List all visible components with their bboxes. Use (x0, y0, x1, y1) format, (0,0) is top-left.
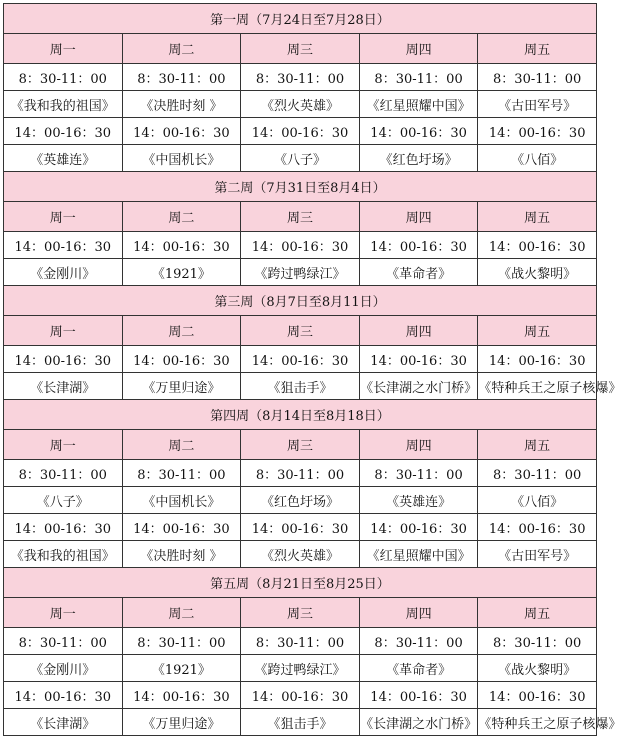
film-cell: 《跨过鸭绿江》 (241, 655, 360, 682)
film-cell: 《1921》 (122, 655, 241, 682)
day-label: 周三 (241, 316, 360, 346)
time-cell: 14：00-16：30 (478, 118, 597, 145)
day-label: 周一 (4, 598, 123, 628)
film-cell: 《中国机长》 (122, 145, 241, 172)
day-label: 周一 (4, 34, 123, 64)
time-cell: 8：30-11：00 (241, 64, 360, 91)
day-label: 周一 (4, 430, 123, 460)
time-cell: 14：00-16：30 (478, 346, 597, 373)
time-cell: 14：00-16：30 (241, 232, 360, 259)
day-label: 周五 (478, 202, 597, 232)
time-cell: 8：30-11：00 (4, 460, 123, 487)
film-cell: 《万里归途》 (122, 709, 241, 736)
film-cell: 《中国机长》 (122, 487, 241, 514)
time-cell: 14：00-16：30 (122, 118, 241, 145)
film-cell: 《烈火英雄》 (241, 541, 360, 568)
film-row (4, 373, 597, 400)
schedule-body (4, 4, 621, 736)
day-label: 周二 (122, 202, 241, 232)
day-label: 周四 (359, 34, 478, 64)
time-cell: 8：30-11：00 (241, 460, 360, 487)
time-cell: 8：30-11：00 (122, 628, 241, 655)
film-cell: 《特种兵王之原子核爆》 (478, 373, 597, 400)
week-header-row (4, 400, 597, 430)
week-title: 第五周（8月21日至8月25日） (4, 568, 597, 598)
time-cell: 14：00-16：30 (122, 232, 241, 259)
time-cell: 8：30-11：00 (4, 64, 123, 91)
film-cell: 《红色圩场》 (241, 487, 360, 514)
time-row (4, 232, 597, 259)
film-row (4, 487, 597, 514)
day-header-row (4, 34, 597, 64)
time-cell: 8：30-11：00 (122, 64, 241, 91)
day-label: 周四 (359, 202, 478, 232)
film-cell: 《我和我的祖国》 (4, 541, 123, 568)
day-label: 周四 (359, 316, 478, 346)
time-cell: 14：00-16：30 (122, 514, 241, 541)
day-label: 周二 (122, 598, 241, 628)
day-header-row (4, 202, 597, 232)
film-cell: 《八子》 (241, 145, 360, 172)
time-cell: 8：30-11：00 (478, 64, 597, 91)
week-header-row (4, 172, 597, 202)
time-row (4, 628, 597, 655)
film-cell: 《英雄连》 (4, 145, 123, 172)
week-title: 第一周（7月24日至7月28日） (4, 4, 597, 34)
time-cell: 14：00-16：30 (241, 346, 360, 373)
film-cell: 《红星照耀中国》 (359, 541, 478, 568)
day-label: 周四 (359, 430, 478, 460)
film-cell: 《长津湖之水门桥》 (359, 709, 478, 736)
day-label: 周五 (478, 430, 597, 460)
film-cell: 《长津湖之水门桥》 (359, 373, 478, 400)
time-cell: 8：30-11：00 (4, 628, 123, 655)
film-cell: 《战火黎明》 (478, 259, 597, 286)
week-header-row (4, 4, 597, 34)
time-row (4, 118, 597, 145)
time-cell: 14：00-16：30 (478, 232, 597, 259)
film-row (4, 145, 597, 172)
time-row (4, 346, 597, 373)
time-cell: 14：00-16：30 (359, 682, 478, 709)
schedule-table (3, 3, 621, 736)
time-cell: 14：00-16：30 (4, 682, 123, 709)
film-cell: 《革命者》 (359, 259, 478, 286)
time-row (4, 460, 597, 487)
day-label: 周一 (4, 202, 123, 232)
time-cell: 14：00-16：30 (478, 682, 597, 709)
film-cell: 《战火黎明》 (478, 655, 597, 682)
film-cell: 《决胜时刻 》 (122, 91, 241, 118)
time-cell: 14：00-16：30 (359, 514, 478, 541)
film-cell: 《革命者》 (359, 655, 478, 682)
film-row (4, 709, 597, 736)
time-cell: 14：00-16：30 (359, 232, 478, 259)
time-cell: 8：30-11：00 (478, 628, 597, 655)
time-cell: 8：30-11：00 (359, 460, 478, 487)
day-label: 周四 (359, 598, 478, 628)
film-cell: 《红星照耀中国》 (359, 91, 478, 118)
time-cell: 8：30-11：00 (241, 628, 360, 655)
film-cell: 《八子》 (4, 487, 123, 514)
film-cell: 《古田军号》 (478, 91, 597, 118)
time-cell: 14：00-16：30 (122, 346, 241, 373)
day-label: 周三 (241, 202, 360, 232)
day-label: 周五 (478, 34, 597, 64)
day-header-row (4, 598, 597, 628)
week-title: 第二周（7月31日至8月4日） (4, 172, 597, 202)
time-cell: 8：30-11：00 (359, 628, 478, 655)
film-cell: 《金刚川》 (4, 655, 123, 682)
film-cell: 《古田军号》 (478, 541, 597, 568)
week-title: 第三周（8月7日至8月11日） (4, 286, 597, 316)
day-label: 周一 (4, 316, 123, 346)
film-row (4, 655, 597, 682)
film-cell: 《长津湖》 (4, 373, 123, 400)
day-label: 周五 (478, 598, 597, 628)
day-label: 周五 (478, 316, 597, 346)
time-cell: 14：00-16：30 (359, 118, 478, 145)
film-cell: 《烈火英雄》 (241, 91, 360, 118)
day-label: 周二 (122, 316, 241, 346)
time-cell: 14：00-16：30 (4, 514, 123, 541)
time-cell: 14：00-16：30 (241, 682, 360, 709)
film-row (4, 91, 597, 118)
time-cell: 14：00-16：30 (241, 514, 360, 541)
time-cell: 8：30-11：00 (359, 64, 478, 91)
film-cell: 《英雄连》 (359, 487, 478, 514)
film-cell: 《八佰》 (478, 487, 597, 514)
week-title: 第四周（8月14日至8月18日） (4, 400, 597, 430)
time-cell: 14：00-16：30 (241, 118, 360, 145)
time-row (4, 514, 597, 541)
film-cell: 《红色圩场》 (359, 145, 478, 172)
film-row (4, 259, 597, 286)
time-cell: 8：30-11：00 (122, 460, 241, 487)
film-cell: 《八佰》 (478, 145, 597, 172)
time-cell: 14：00-16：30 (4, 232, 123, 259)
time-cell: 14：00-16：30 (4, 346, 123, 373)
film-cell: 《万里归途》 (122, 373, 241, 400)
day-label: 周三 (241, 598, 360, 628)
film-cell: 《特种兵王之原子核爆》 (478, 709, 597, 736)
day-label: 周二 (122, 34, 241, 64)
film-cell: 《跨过鸭绿江》 (241, 259, 360, 286)
time-row (4, 682, 597, 709)
film-cell: 《长津湖》 (4, 709, 123, 736)
film-cell: 《狙击手》 (241, 709, 360, 736)
time-cell: 14：00-16：30 (4, 118, 123, 145)
film-cell: 《金刚川》 (4, 259, 123, 286)
time-cell: 14：00-16：30 (478, 514, 597, 541)
time-cell: 14：00-16：30 (122, 682, 241, 709)
week-header-row (4, 568, 597, 598)
film-cell: 《我和我的祖国》 (4, 91, 123, 118)
day-label: 周三 (241, 34, 360, 64)
day-label: 周二 (122, 430, 241, 460)
day-header-row (4, 430, 597, 460)
time-cell: 8：30-11：00 (478, 460, 597, 487)
day-header-row (4, 316, 597, 346)
film-cell: 《决胜时刻 》 (122, 541, 241, 568)
time-cell: 14：00-16：30 (359, 346, 478, 373)
time-row (4, 64, 597, 91)
film-cell: 《1921》 (122, 259, 241, 286)
week-header-row (4, 286, 597, 316)
film-cell: 《狙击手》 (241, 373, 360, 400)
day-label: 周三 (241, 430, 360, 460)
film-row (4, 541, 597, 568)
